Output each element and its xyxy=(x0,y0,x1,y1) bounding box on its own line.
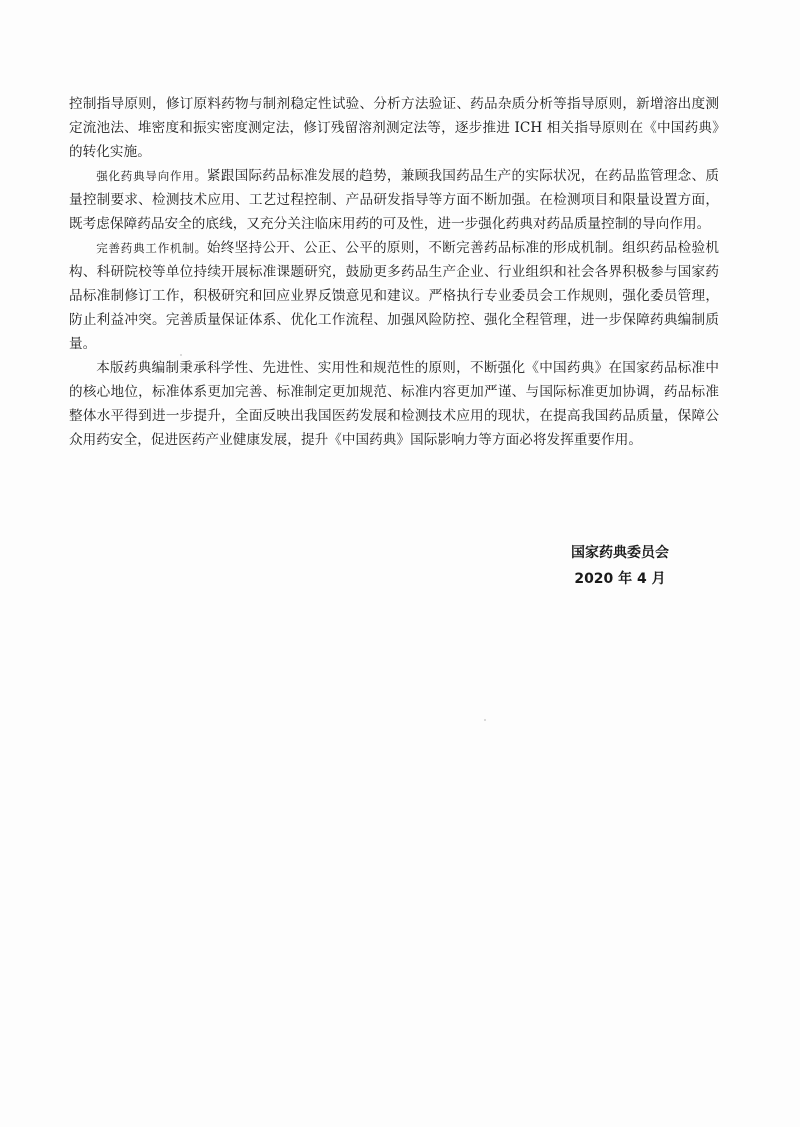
paragraph-text: 紧跟国际药品标准发展的趋势，兼顾我国药品生产的实际状况，在药品监管理念、质量控制要求、检测技术应用、工艺过程控制、产品研发指导等方面不断加强。在检测项目和限量设置方面，既考虑保障药品安全的底线，又充分关注临床用药的可及性，进一步强化药典对药品质量控制的导向作用。 xyxy=(69,168,719,232)
signature-block xyxy=(540,540,700,592)
paragraph-text: 控制指导原则，修订原料药物与制剂稳定性试验、分析方法验证、药品杂质分析等指导原则，新增溶出度测定流池法、堆密度和振实密度测定法，修订残留溶剂测定法等，逐步推进 ICH 相关指导原则在《中国药典》的转化实施。 xyxy=(69,96,719,160)
scan-speck xyxy=(484,719,486,721)
signature-date: 2020 年 4 月 xyxy=(574,571,666,587)
paragraph-working-mechanism xyxy=(69,236,719,356)
paragraph-continuation xyxy=(69,92,719,164)
preface-body xyxy=(69,92,719,452)
paragraph-conclusion xyxy=(69,356,719,452)
paragraph-text: 本版药典编制秉承科学性、先进性、实用性和规范性的原则，不断强化《中国药典》在国家药品标准中的核心地位，标准体系更加完善、标准制定更加规范、标准内容更加严谨、与国际标准更加协调，药品标准整体水平得到进一步提升，全面反映出我国医药发展和检测技术应用的现状，在提高我国药品质量，保障公众用药安全，促进医药产业健康发展，提升《中国药典》国际影响力等方面必将发挥重要作用。 xyxy=(69,360,719,448)
paragraph-pharmacopoeia-guidance xyxy=(69,164,719,236)
signature-organization: 国家药典委员会 xyxy=(571,545,669,561)
paragraph-text: 始终坚持公开、公正、公平的原则，不断完善药品标准的形成机制。组织药品检验机构、科研院校等单位持续开展标准课题研究，鼓励更多药品生产企业、行业组织和社会各界积极参与国家药品标准制修订工作，积极研究和回应业界反馈意见和建议。严格执行专业委员会工作规则，强化委员管理，防止利益冲突。完善质量保证体系、优化工作流程、加强风险防控、强化全程管理，进一步保障药典编制质量。 xyxy=(69,240,719,352)
scan-speck xyxy=(180,354,182,356)
paragraph-lead-heading: 强化药典导向作用。 xyxy=(96,169,207,183)
paragraph-lead-heading: 完善药典工作机制。 xyxy=(96,241,207,255)
